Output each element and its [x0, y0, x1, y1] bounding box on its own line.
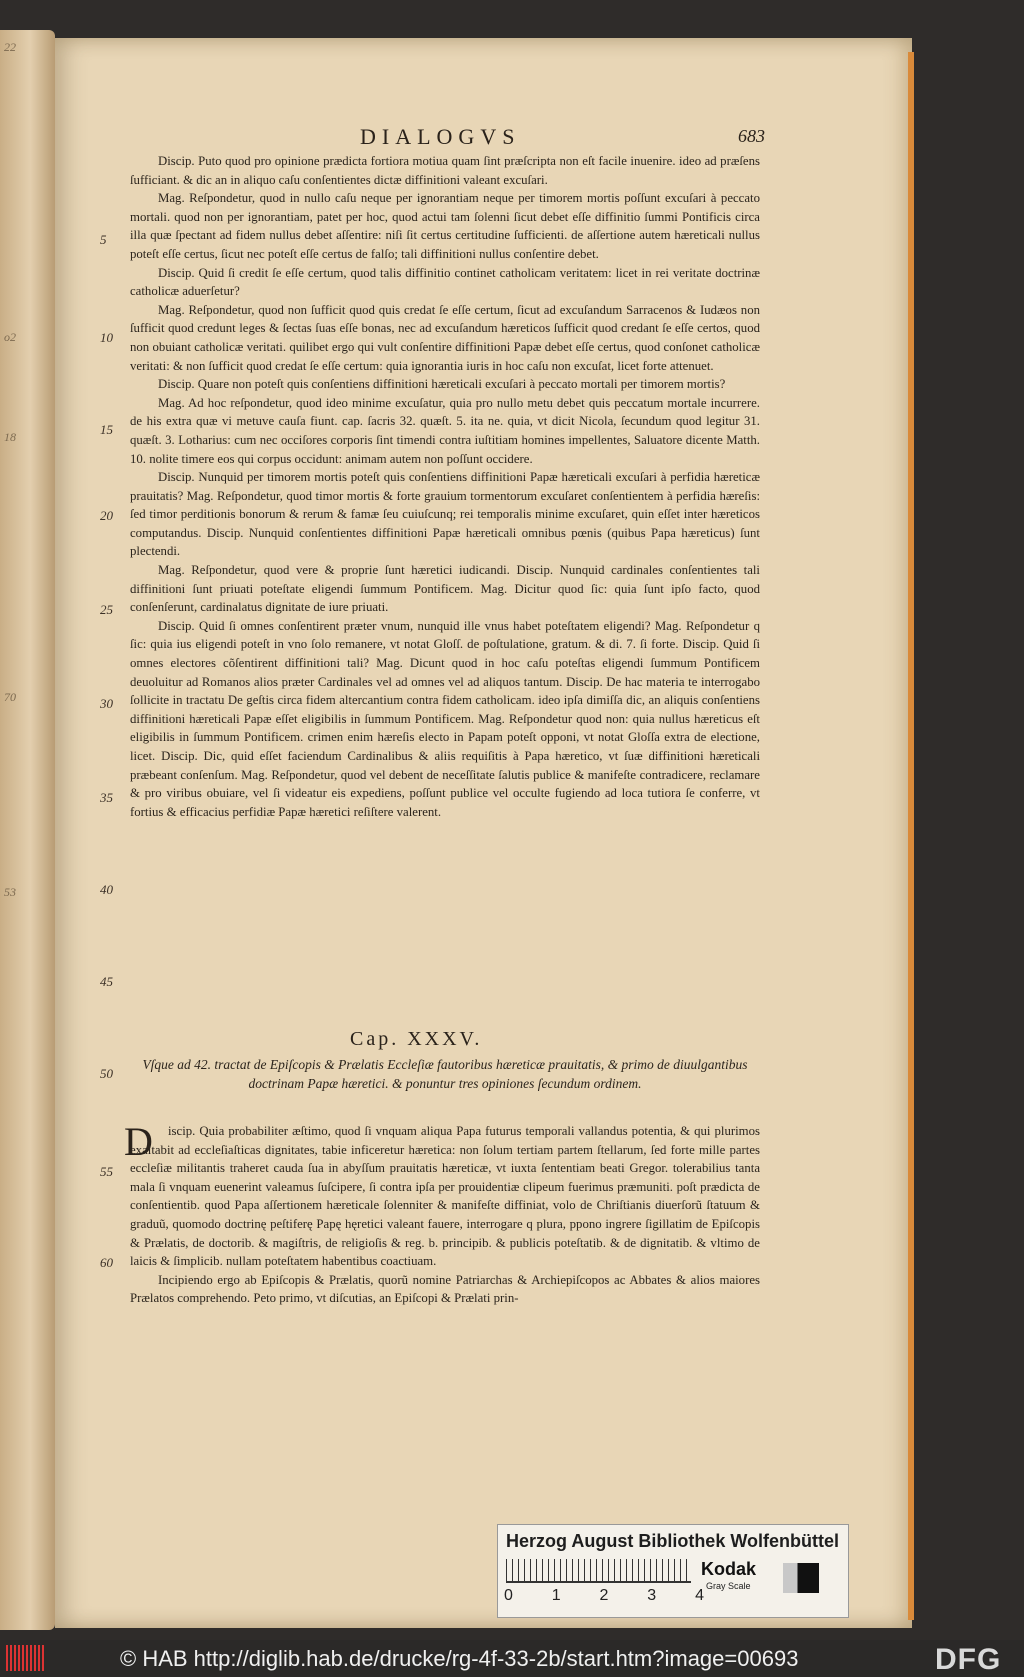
line-number: 10	[100, 330, 113, 345]
left-marginalia: 70	[4, 690, 16, 704]
library-color-calibration-label	[497, 1524, 849, 1618]
paragraph: Mag. Reſpondetur, quod non ſufficit quod quis credat ſe eſſe certum, ſicut ad excuſandum Sarracenos & Iudæos non ſufficit quod credunt leges & ſectas ſuas eſſe bonas, nec ad excuſandum hæreticos ſufficit quod credant ſe eſſe certos, quod non obuiant catholicæ veritati. quilibet ergo qui vult conſentire diffinitioni Papæ debet eſſe certus, quod conſonet catholicæ veritati: & non ſufficit quod credat ſe eſſe certum: quia ignorantia iuris in hoc caſu non excuſat, licet forte attenuet.	[130, 302, 760, 373]
paragraph: Mag. Ad hoc reſpondetur, quod ideo minime excuſatur, quia pro nullo metu debet quis peccatum mortale incurrere. de his extra quæ vi metuve cauſa fiunt. cap. ſacris 32. quæſt. 5. ita ne. quia, vt dicit Nicola, ſecundum quod legitur 31. quæſt. 3. Lotharius: cum nec occiſores corporis ſint timendi contra iuſtitiam homines impellentes, Saluatore dicente Matth. 10. nolite timere eos qui corpus occidunt: animam autem non poſſunt occidere.	[130, 395, 760, 466]
paragraph: Discip. Quid ſi omnes conſentirent præter vnum, nunquid ille vnus habet poteſtatem eligendi? Mag. Reſpondetur q ſic: quia ius eligendi poteſt in vno ſolo remanere, vt notat Gloſſ. de poſtulatione, gratum. & di. 7. ſi forte. Discip. Quid ſi omnes electores cõſentirent diffinitioni tali? Mag. Dicunt quod in hoc caſu poteſtas eligendi ſummum Pontificem deuoluitur ad Romanos alios præter Cardinales vel ad omnes vel ad aliquos tantum. Discip. De hac materia te interrogabo ſollicite in tractatu De geſtis circa fidem altercantium contra fidem catholicam. ideo ipſa dimiſſa dic, an aliquis conſentiens diffinitioni hæreticali Papæ eſſet eligibilis in ſummum Pontificem. Mag. Reſpondetur quod non: quia nullus hæreticus eſt eligibilis in ſummum Pontificem. crimen enim hæreſis electo in Papam poteſt opponi, vt notat Gloſſa extra de electione, licet. Discip. Dic, quid eſſet faciendum Cardinalibus & aliis requiſitis à Papa hæretico, vt ſuæ diffinitioni hæreticali præbeant conſenſum. Mag. Reſpondetur, quod vel debent de neceſſitate ſalutis publice & manifeſte contradicere, reclamare & pro viribus obuiare, vel ſi videatur eis expediens, poſſunt publice vel occulte fugiendo ad loca tutiora ſe conferre, vt fortius & efficacius perfidiæ Papæ hæretici reſiſtere valerent.	[130, 618, 760, 819]
paragraph: Discip. Quid ſi credit ſe eſſe certum, quod talis diffinitio continet catholicam veritatem: licet in rei veritate doctrinæ catholicæ aduerſetur?	[130, 265, 760, 299]
library-name: Herzog August Bibliothek Wolfenbüttel	[506, 1531, 839, 1551]
running-title: DIALOGVS	[360, 124, 521, 149]
ruler-number: 2	[599, 1587, 609, 1604]
ruler-number: 4	[695, 1587, 704, 1604]
paragraph: iscip. Quia probabiliter æſtimo, quod ſi vnquam aliqua Papa futurus temporali vallandus potentia, & qui plurimos exaltabit ad eccleſiaſticas dignitates, tabie inficeretur hæretica: non ſolum tertiam partem ſtellarum, ſed forte mille partes eccleſiæ militantis traheret cauda ſua in abyſſum prauitatis hæreticæ, vt iuxta ſententiam beati Gregor. tolerabilius tanta mala ſi vnquam euenerint valeamus ſuſcipere, ſi contra ipſa per prouidentiæ clipeum fuerimus præmuniti. poſt prædicta de conſentientib. quod Papa aſſertionem hæreticale ſolenniter & manifeſte diffiniat, volo de Chriſtianis diuerſorũ ſtatuum & graduũ, quomodo doctrinę peſtiferę Papę hęretici valeant fauere, interrogare q plura, ppono ingrere ſigillatim de Epiſcopis & Prælatis, de doctorib. & magiſtris, de religioſis & reg. b. principib. & publicis poteſtatib. & de dignitatib. & vltimo de laicis & ſimplicib. nullam poteſtatem habentibus coactiuam.	[130, 1124, 760, 1269]
gray-scale-patch	[783, 1563, 819, 1593]
ruler-number: 3	[647, 1587, 657, 1604]
footer-copyright-link[interactable]: © HAB http://diglib.hab.de/drucke/rg-4f-33-2b/start.htm?image=00693	[120, 1646, 799, 1671]
line-number: 25	[100, 602, 113, 617]
kodak-subtitle: Gray Scale	[706, 1581, 751, 1591]
line-number: 50	[100, 1066, 113, 1081]
line-number: 30	[100, 696, 113, 711]
page-edge	[908, 52, 914, 1620]
paragraph: Mag. Reſpondetur, quod vere & proprie ſunt hæretici iudicandi. Discip. Nunquid cardinales conſentientes tali diffinitioni ſunt priuati poteſtate eligendi ſummum Pontificem. Mag. Dicitur quod ſic: quia ſunt ipſo facto, quod conſenſerunt, cardinalatus dignitate de iure priuati.	[130, 563, 760, 615]
line-number: 60	[100, 1255, 113, 1270]
line-number: 45	[100, 974, 113, 989]
left-marginalia: 18	[4, 430, 16, 444]
kodak-label: Kodak	[701, 1559, 757, 1579]
footer-bar	[0, 1640, 1024, 1677]
chapter-summary: Vſque ad 42. tractat de Epiſcopis & Prælatis Eccleſiæ fautoribus hæreticæ prauitatis, & primo de diuulgantibus doctrinam Papæ hæretici. & ponuntur tres opiniones ſecundum ordinem.	[142, 1057, 748, 1091]
ruler-number: 1	[551, 1587, 561, 1604]
ruler-numbers	[504, 1587, 704, 1605]
barcode-icon	[6, 1645, 46, 1671]
paragraph: Discip. Quare non poteſt quis conſentiens diffinitioni hæreticali excuſari à peccato mortali per timorem mortis?	[158, 377, 726, 392]
dfg-logo: DFG	[935, 1643, 1002, 1676]
line-number: 55	[100, 1164, 113, 1179]
paragraph: Discip. Puto quod pro opinione prædicta fortiora motiua quam ſint præſcripta non eſt facile inuenire. ideo ad præſens ſufficiant. & dic an in aliquo caſu conſentientes dictæ diffinitioni valeant excuſari.	[130, 154, 760, 187]
paragraph: Discip. Nunquid per timorem mortis poteſt quis conſentiens diffinitioni Papæ hæreticali excuſari à perfidia hæreticæ prauitatis? Mag. Reſpondetur, quod timor mortis & forte grauium tormentorum excuſaret conſentientem à perfidia hæreſis: ſed timor perditionis bonorum & rerum & famæ ſeu cuiuſcunq; rei temporalis minime excuſaret, quin eſſet inter hæreticos computandus. Discip. Nunquid conſentientes diffinitioni Papæ hæreticali omnibus pœnis (quibus Papa hæreticus) ſunt plectendi.	[130, 470, 760, 559]
line-number: 35	[100, 790, 113, 805]
chapter-body-text	[130, 1122, 760, 1308]
page-number: 683	[738, 126, 765, 146]
chapter-title: Cap. XXXV.	[350, 1028, 483, 1050]
left-marginalia: o2	[4, 330, 16, 344]
line-number: 15	[100, 422, 113, 437]
body-text	[130, 152, 760, 821]
paragraph: Mag. Reſpondetur, quod in nullo caſu neque per ignorantiam neque per timorem mortis poſſunt excuſari à peccato mortali. quod non per ignorantiam, patet per hoc, quod actui tam ſolenni ſicut debet eſſe diffinitio ſummi Pontificis circa illa quæ ſpectant ad fidem nullus debet aſſentire: niſi ſit certus certitudine ſufficienti. de aſſertione autem hæreticali nullus poteſt eſſe certus, ſicut nec poteſt eſſe certus de falſo; tali diffinitioni nullus conſentire debet.	[130, 191, 760, 261]
left-page-edge	[0, 30, 55, 1630]
drop-capital: D	[124, 1119, 153, 1164]
line-number: 20	[100, 508, 113, 523]
line-number: 40	[100, 882, 113, 897]
paragraph: Incipiendo ergo ab Epiſcopis & Prælatis, quorũ nomine Patriarchas & Archiepiſcopos ac Abbates & alios maiores Prælatos comprehendo. Peto primo, vt diſcutias, an Epiſcopi & Prælati prin-	[130, 1272, 760, 1306]
scale-ruler	[506, 1559, 691, 1583]
ruler-number: 0	[504, 1587, 513, 1604]
left-marginalia: 53	[4, 885, 16, 899]
left-marginalia: 22	[4, 40, 16, 54]
line-number: 5	[100, 232, 107, 247]
